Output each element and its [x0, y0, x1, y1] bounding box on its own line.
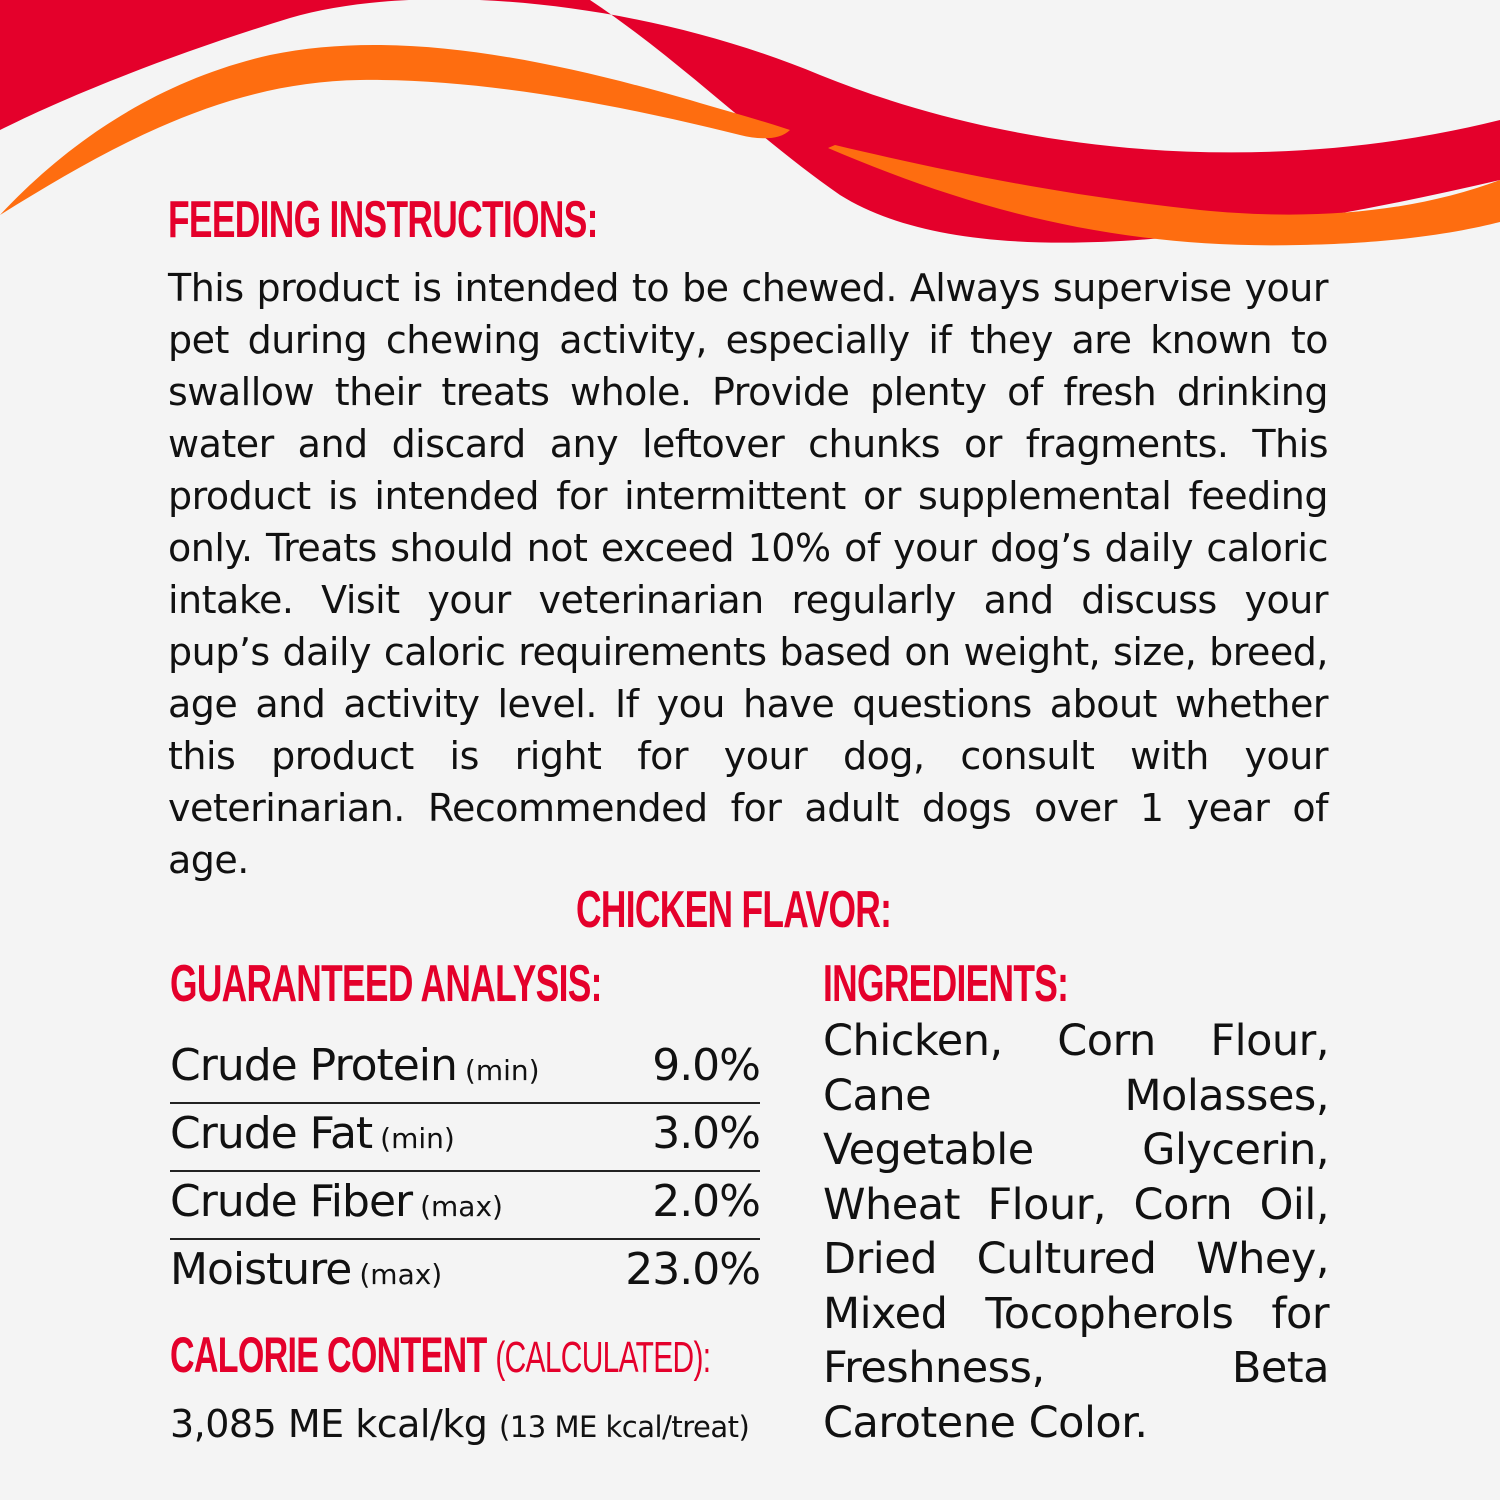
calorie-title-main: CALORIE CONTENT	[170, 1327, 487, 1383]
analysis-row	[170, 1104, 760, 1172]
guaranteed-analysis-table	[170, 1036, 760, 1308]
calorie-content-title	[170, 1326, 710, 1384]
feeding-instructions-title: FEEDING INSTRUCTIONS:	[168, 191, 598, 249]
analysis-label	[170, 1108, 455, 1159]
nutrient-name: Crude Protein	[170, 1040, 457, 1091]
calorie-per-treat: (13 ME kcal/treat)	[499, 1410, 750, 1444]
analysis-row	[170, 1172, 760, 1240]
calorie-per-kg: 3,085 ME kcal/kg	[170, 1402, 488, 1446]
nutrient-qualifier: (min)	[380, 1122, 455, 1155]
ingredients-list: Chicken, Corn Flour, Cane Molasses, Vegetable Glycerin, Wheat Flour, Corn Oil, Dried Cultured Whey, Mixed Tocopherols for Freshness, Beta Carotene Color.	[823, 1016, 1329, 1448]
nutrient-value: 9.0%	[652, 1040, 760, 1091]
nutrient-name: Crude Fiber	[170, 1176, 413, 1227]
nutrient-qualifier: (min)	[464, 1054, 540, 1087]
nutrient-name: Moisture	[170, 1244, 352, 1295]
nutrient-value: 23.0%	[625, 1244, 760, 1295]
feeding-instructions-body: This product is intended to be chewed. Always supervise your pet during chewing activity, especially if they are known to swallow their treats whole. Provide plenty of fresh drinking water and discard any leftover chunks or fragments. This product is intended for intermittent or supplemental feeding only. Treats should not exceed 10% of your dog’s daily caloric intake. Visit your veterinarian regularly and discuss your pup’s daily caloric requirements based on weight, size, breed, age and activity level. If you have questions about whether this product is right for your dog, consult with your veterinarian. Recommended for adult dogs over 1 year of age.	[168, 266, 1328, 882]
nutrient-qualifier: (max)	[359, 1258, 443, 1291]
nutrient-name: Crude Fat	[170, 1108, 373, 1159]
ingredients-title: INGREDIENTS:	[823, 955, 1069, 1013]
flavor-title: CHICKEN FLAVOR:	[576, 881, 892, 939]
calorie-content-value	[170, 1402, 749, 1446]
nutrient-value: 3.0%	[652, 1108, 760, 1159]
calorie-title-sub: (CALCULATED):	[495, 1333, 711, 1382]
nutrient-value: 2.0%	[652, 1176, 760, 1227]
nutrient-qualifier: (max)	[420, 1190, 503, 1223]
analysis-label	[170, 1040, 540, 1091]
analysis-label	[170, 1176, 503, 1227]
analysis-row	[170, 1240, 760, 1308]
analysis-label	[170, 1244, 442, 1295]
analysis-row	[170, 1036, 760, 1104]
guaranteed-analysis-title: GUARANTEED ANALYSIS:	[170, 955, 602, 1013]
